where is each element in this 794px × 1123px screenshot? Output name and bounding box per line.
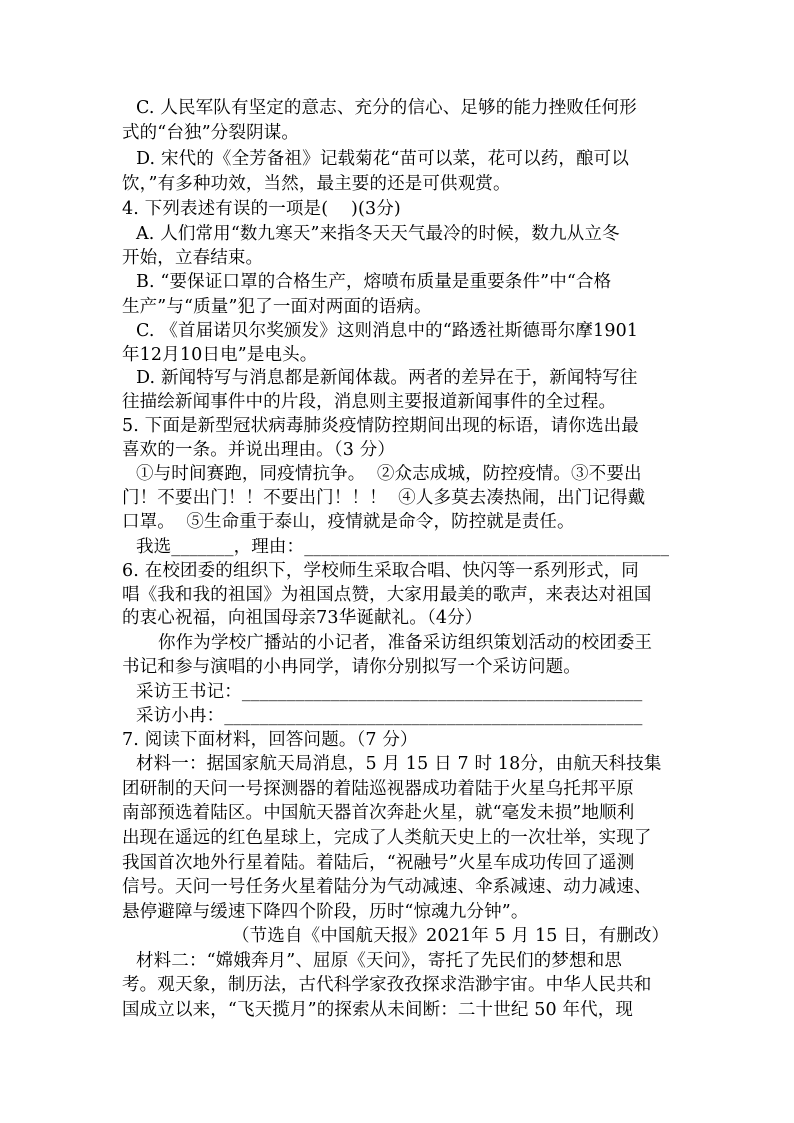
answer-blank-line: 采访小冉：_______________________________________________ [136, 706, 643, 726]
answer-blank-line: 我选_______，理由：_________________________________________ [136, 537, 670, 557]
text-line: 考。观天象，制历法，古代科学家孜孜探求浩渺宇宙。中华人民共和 [122, 975, 652, 995]
text-line: 我国首次地外行星着陆。着陆后，“祝融号”火星车成功传回了遥测 [122, 853, 635, 873]
text-line: 你作为学校广播站的小记者，准备采访组织策划活动的校团委王 [158, 633, 653, 653]
text-line: 年12月10日电”是电头。 [122, 345, 318, 365]
text-line: 往描绘新闻事件中的片段，消息则主要报道新闻事件的全过程。 [122, 392, 617, 412]
text-line: B. “要保证口罩的合格生产，熔喷布质量是重要条件”中“合格 [136, 272, 612, 292]
text-line: 喜欢的一条。并说出理由。（3 分） [122, 440, 395, 460]
text-line: 南部预选着陆区。中国航天器首次奔赴火星，就“毫发未损”地顺利 [122, 803, 635, 823]
text-line: 饮，”有多种功效，当然，最主要的还是可供观赏。 [122, 174, 511, 194]
text-line: 式的“台独”分裂阴谋。 [122, 123, 300, 143]
text-line: 口罩。 ⑤生命重于泰山，疫情就是命令，防控就是责任。 [122, 512, 575, 532]
text-line: 4. 下列表述有误的一项是( )(3分) [122, 199, 401, 219]
text-line: 开始，立春结束。 [122, 248, 264, 268]
text-line: ①与时间赛跑，同疫情抗争。 ②众志成城，防控疫情。③不要出 [136, 464, 642, 484]
text-line: 生产”与“质量”犯了一面对两面的语病。 [122, 297, 432, 317]
answer-blank-line: 采访王书记：_____________________________________________ [136, 682, 643, 702]
text-line: 7. 阅读下面材料，回答问题。（7 分） [122, 730, 418, 750]
text-line: 出现在遥远的红色星球上，完成了人类航天史上的一次壮举，实现了 [122, 828, 652, 848]
text-line: C. 《首届诺贝尔奖颁发》这则消息中的“路透社斯德哥尔摩1901 [136, 321, 639, 341]
text-line: 门！不要出门！！不要出门！！！ ④人多莫去凑热闹，出门记得戴 [122, 488, 646, 508]
text-line: 书记和参与演唱的小冉同学，请你分别拟写一个采访问题。 [122, 657, 581, 677]
text-line: 5. 下面是新型冠状病毒肺炎疫情防控期间出现的标语，请你选出最 [122, 416, 639, 436]
source-citation: （节选自《中国航天报》2021年 5 月 15 日，有删改） [232, 926, 670, 946]
text-line: 信号。天问一号任务火星着陆分为气动减速、伞系减速、动力减速、 [122, 877, 652, 897]
text-line: A. 人们常用“数九寒天”来指冬天天气最冷的时候，数九从立冬 [136, 224, 620, 244]
text-line: 悬停避障与缓速下降四个阶段，历时“惊魂九分钟”。 [122, 902, 529, 922]
text-line: 的衷心祝福，向祖国母亲73华诞献礼。（4分） [122, 608, 483, 628]
text-line: 材料二：“嫦娥奔月”、屈原《天问》，寄托了先民们的梦想和思 [136, 951, 622, 971]
text-line: 材料一：据国家航天局消息，5 月 15 日 7 时 18分，由航天科技集 [136, 754, 662, 774]
text-line: D. 新闻特写与消息都是新闻体裁。两者的差异在于，新闻特写往 [136, 368, 638, 388]
text-line: 唱《我和我的祖国》为祖国点赞，大家用最美的歌声，来表达对祖国 [122, 585, 652, 605]
text-line: 6. 在校团委的组织下，学校师生采取合唱、快闪等一系列形式，同 [122, 561, 639, 581]
text-line: C. 人民军队有坚定的意志、充分的信心、足够的能力挫败任何形 [136, 98, 637, 118]
text-line: 团研制的天问一号探测器的着陆巡视器成功着陆于火星乌托邦平原 [122, 779, 634, 799]
text-line: D. 宋代的《全芳备祖》记载菊花“苗可以菜，花可以药，酿可以 [136, 149, 629, 169]
text-line: 国成立以来，“飞天揽月”的探索从未间断：二十世纪 50 年代，现 [122, 1000, 634, 1020]
